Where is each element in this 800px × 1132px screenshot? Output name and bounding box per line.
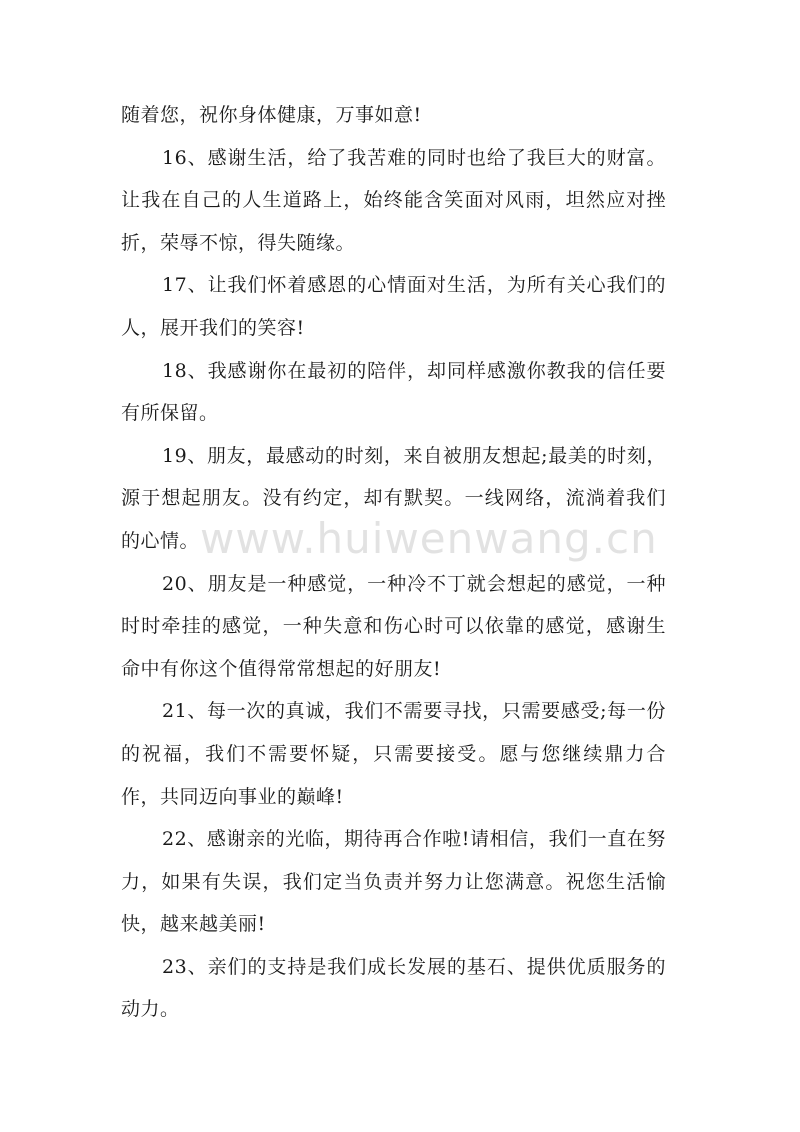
paragraph-20: 20、朋友是一种感觉，一种冷不丁就会想起的感觉，一种时时牵挂的感觉，一种失意和伤心时可以依靠的感觉，感谢生命中有你这个值得常常想起的好朋友! (121, 572, 666, 680)
paragraph-18: 18、我感谢你在最初的陪伴，却同样感激你教我的信任要有所保留。 (121, 359, 666, 425)
paragraph-22: 22、感谢亲的光临，期待再合作啦!请相信，我们一直在努力，如果有失误，我们定当负责并努力让您满意。祝您生活愉快，越来越美丽! (121, 828, 666, 936)
paragraph-17: 17、让我们怀着感恩的心情面对生活，为所有关心我们的人，展开我们的笑容! (121, 274, 666, 339)
paragraph-continuation: 随着您，祝你身体健康，万事如意! (121, 104, 422, 126)
paragraph-19: 19、朋友，最感动的时刻，来自被朋友想起;最美的时刻，源于想起朋友。没有约定，却有默契。一线网络，流淌着我们的心情。 (121, 444, 666, 552)
watermark: www.huiwenwang.cn (200, 514, 658, 563)
paragraph-16: 16、感谢生活，给了我苦难的同时也给了我巨大的财富。让我在自己的人生道路上，始终能含笑面对风雨，坦然应对挫折，荣辱不惊，得失随缘。 (121, 146, 666, 254)
paragraph-21: 21、每一次的真诚，我们不需要寻找，只需要感受;每一份的祝福，我们不需要怀疑，只需要接受。愿与您继续鼎力合作，共同迈向事业的巅峰! (121, 700, 666, 808)
paragraph-23: 23、亲们的支持是我们成长发展的基石、提供优质服务的动力。 (121, 955, 666, 1021)
